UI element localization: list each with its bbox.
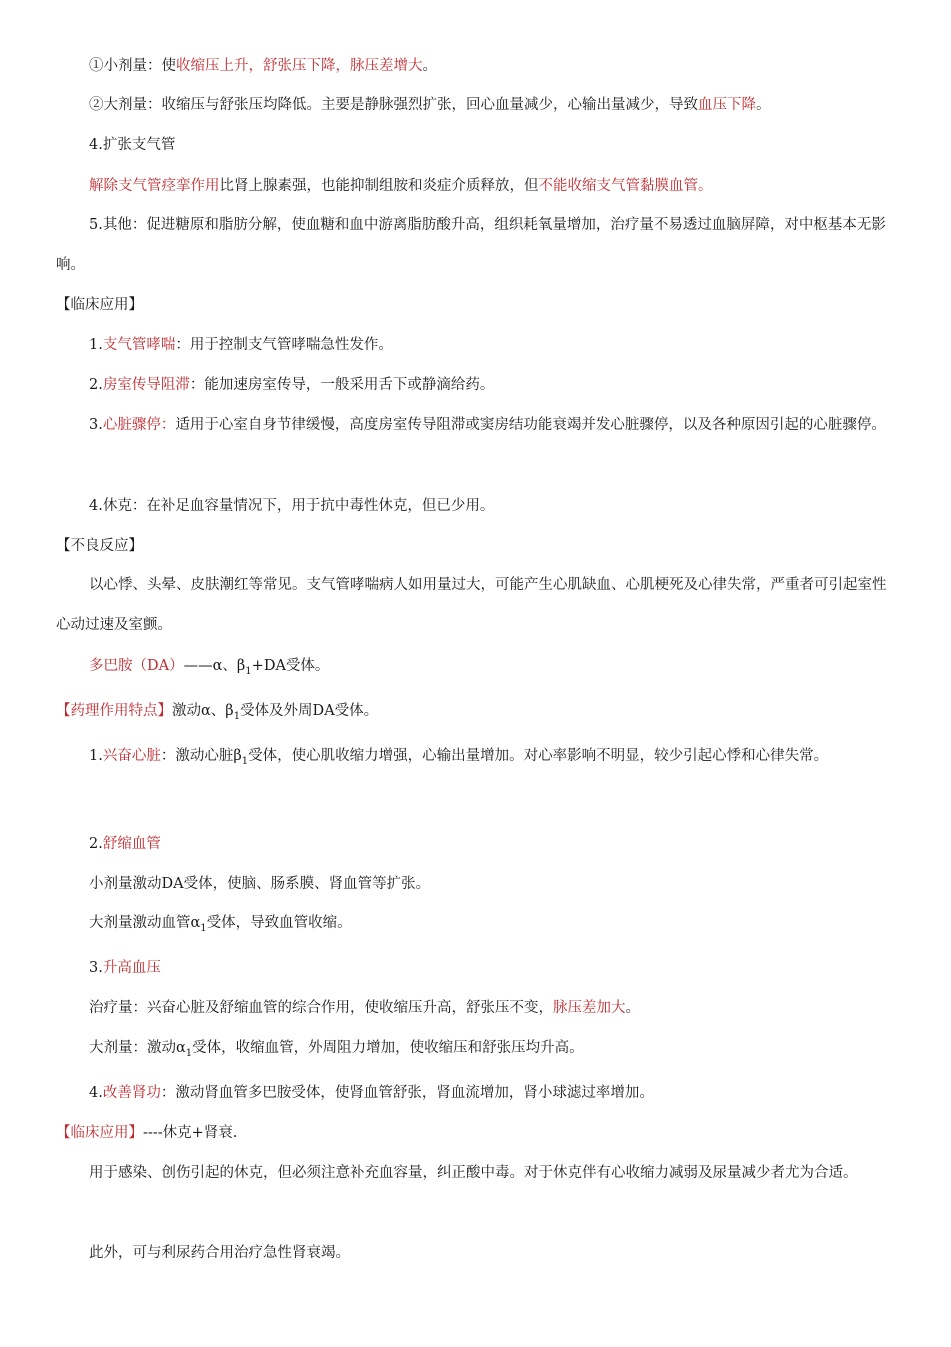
blood-pressure-heading [89,957,894,979]
clinical-item-1 [89,334,894,356]
text: ：用于控制支气管哮喘急性发作。 [175,337,393,353]
text: ②大剂量：收缩压与舒张压均降低。主要是静脉强烈扩张，回心血量减少，心输出量减少，导致 [89,97,698,113]
text: 大剂量：激动α [89,1040,186,1056]
text: 此外，可与利尿药合用治疗急性肾衰竭。 [89,1245,350,1261]
text: 。 [625,1000,640,1016]
text: 比肾上腺素强，也能抑制组胺和炎症介质释放，但 [219,178,539,194]
text: ：激动心脏β [160,748,242,764]
large-dose-line [89,1037,894,1059]
text: 治疗量：兴奋心脏及舒缩血管的综合作用，使收缩压升高，舒张压不变， [89,1000,553,1016]
text: 5.其他：促进糖原和脂肪分解，使血糖和血中游离脂肪酸升高，组织耗氧量增加，治疗量不易透过血脑屏障，对中枢基本无影响。 [56,217,886,273]
highlight-text: 多巴胺（DA） [89,658,184,674]
highlight-text: 舒缩血管 [102,836,161,852]
low-dose-vessel-line [89,873,894,895]
pharmacology-heading [56,700,894,722]
text: 受体，导致血管收缩。 [206,915,352,931]
highlight-text: 不能收缩支气管黏膜血管。 [538,178,713,194]
text: 3. [89,960,103,976]
dopamine-title [89,655,894,677]
clinical-item-4 [89,495,894,517]
text: 4.扩张支气管 [89,137,176,153]
bronchodilation-line [89,175,894,197]
clinical-item-2 [89,374,894,396]
text: 以心悸、头晕、皮肤潮红等常见。支气管哮喘病人如用量过大，可能产生心肌缺血、心肌梗死及心律失常，严重者可引起室性心动过速及室颤。 [56,577,887,633]
text: 小剂量激动DA受体，使脑、肠系膜、肾血管等扩张。 [89,876,431,892]
text: 用于感染、创伤引起的休克，但必须注意补充血容量，纠正酸中毒。对于休克伴有心收缩力减弱及尿量减少者尤为合适。 [89,1165,858,1181]
highlight-text: 【临床应用】 [56,1125,143,1141]
highlight-text: 升高血压 [102,960,161,976]
highlight-text: 解除支气管痉挛作用 [89,178,220,194]
heart-excitation-paragraph [56,736,894,776]
text: ：能加速房室传导，一般采用舌下或静滴给药。 [189,377,495,393]
dopamine-clinical-heading [56,1122,894,1144]
text: 【不良反应】 [56,538,143,554]
text: 3. [89,417,103,433]
text: 大剂量激动血管α [89,915,201,931]
text: +DA受体。 [251,658,330,674]
highlight-text: 改善肾功 [102,1085,161,1101]
text: 4.休克：在补足血容量情况下，用于抗中毒性休克，但已少用。 [89,498,495,514]
text: 4. [89,1085,103,1101]
shock-paragraph [56,1153,894,1193]
adverse-reaction-heading [56,535,894,557]
text: 受体及外周DA受体。 [240,703,379,719]
text: ①小剂量：使 [89,58,176,74]
highlight-text: 支气管哮喘 [102,337,176,353]
highlight-text: 心脏骤停： [102,417,176,433]
subscript: 1 [233,711,241,722]
text: 激动α、β [172,703,234,719]
text: ----休克+肾衰. [143,1125,238,1141]
subscript: 1 [241,756,249,767]
vessel-heading [89,833,894,855]
highlight-text: 脉压差加大 [553,1000,626,1016]
text: 受体，使心肌收缩力增强，心输出量增加。对心率影响不明显，较少引起心悸和心律失常。 [248,748,829,764]
highlight-text: 血压下降 [698,97,756,113]
highlight-text: 【药理作用特点】 [56,703,172,719]
subscript: 1 [245,666,252,677]
text: 【临床应用】 [56,297,143,313]
text: 受体，收缩血管，外周阻力增加，使收缩压和舒张压均升高。 [192,1040,584,1056]
subscript: 1 [200,923,207,934]
renal-failure-line [89,1242,894,1264]
high-dose-vessel-line [89,912,894,934]
highlight-text: 房室传导阻滞 [102,377,190,393]
other-effects-paragraph [56,205,894,285]
text: 。 [756,97,771,113]
high-dose-line [89,94,894,116]
text: 2. [89,836,103,852]
renal-function-line [89,1082,894,1104]
low-dose-line [89,55,894,77]
text: 1. [89,337,103,353]
therapeutic-dose-line [89,997,894,1019]
subscript: 1 [185,1048,193,1059]
text: 。 [422,58,437,74]
highlight-text: 兴奋心脏 [102,748,161,764]
text: ：激动肾血管多巴胺受体，使肾血管舒张，肾血流增加，肾小球滤过率增加。 [160,1085,654,1101]
text: 适用于心室自身节律缓慢，高度房室传导阻滞或窦房结功能衰竭并发心脏骤停，以及各种原因引起的心脏骤停。 [175,417,886,433]
adverse-reaction-paragraph [56,565,894,645]
clinical-use-heading [56,294,894,316]
text: 1. [89,748,103,764]
highlight-text: 收缩压上升，舒张压下降，脉压差增大 [176,58,423,74]
section-heading [89,134,894,156]
text: ——α、β [183,658,246,674]
clinical-item-3 [56,405,894,445]
text: 2. [89,377,103,393]
